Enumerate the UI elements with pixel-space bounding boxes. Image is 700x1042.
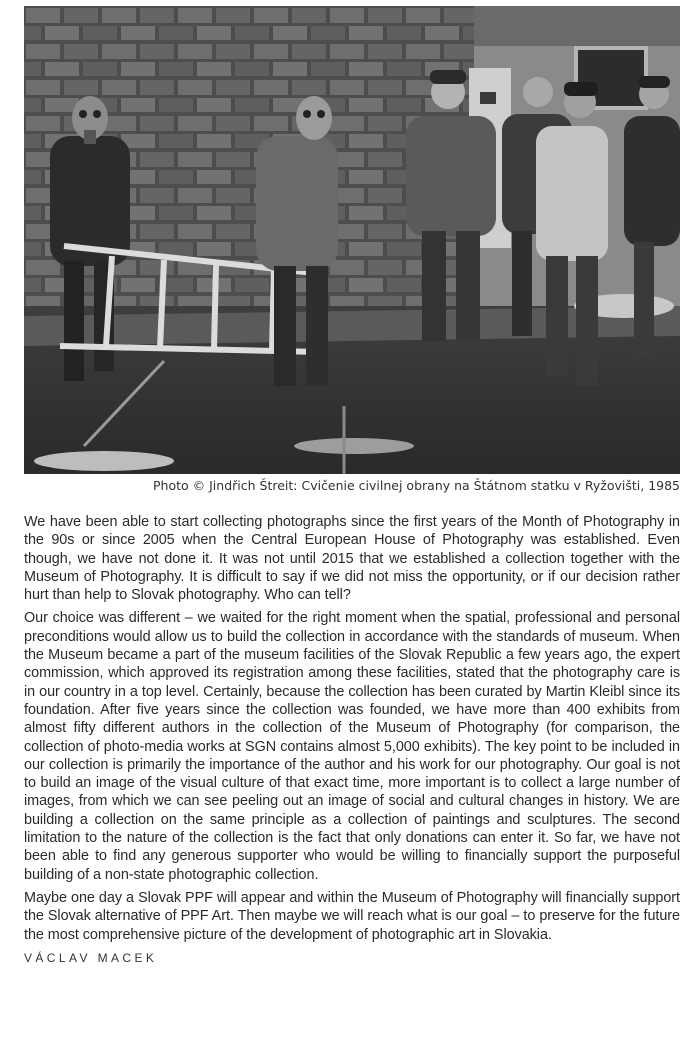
paragraph-2: Our choice was different – we waited for the right moment when the spatial, professional and personal preconditions would allow us to build the collection in accordance with the standards of museum. When the Museum became a part of the museum facilities of the Slovak Republic a few years ago, the expert commission, which approved its registration among these facilities, stated that the photography care is in our country in a top level. Certainly, because the collection has been curated by Martin Kleibl since its foundation. After five years since the collection was founded, we have more than 400 exhibits from almost fifty different authors in the collection of the Museum of Photography (for comparison, the collection of photo-media works at SGN contains almost 5,000 exhibits). The key point to be included in our collection is primarily the importance of the author and his work for our photography. Our goal is not to build an image of the visual culture of that exact time, more important is to collect a large number of images, from which we can see peeling out an image of social and cultural changes in history. We are building a collection on the same principle as a collection of paintings and sculptures. The second limitation to the nature of the collection is the fact that only donations can enter it. So far, we have not been able to find any generous supporter who would be willing to financially support the purposeful building of a non-state photographic collection. — [24, 610, 680, 883]
paragraph-3: Maybe one day a Slovak PPF will appear and within the Museum of Photography will financially support the Slovak alternative of PPF Art. Then maybe we will reach what is our goal – to preserve for the future the most comprehensive picture of the development of photographic art in Slovakia. — [24, 889, 680, 943]
article-body — [24, 513, 680, 944]
photo-caption: Photo © Jindřich Štreit: Cvičenie civilnej obrany na Štátnom statku v Ryžovišti, 1985 — [153, 478, 680, 493]
author-name: VÁCLAV MACEK — [24, 950, 158, 965]
paragraph-1: We have been able to start collecting photographs since the first years of the Month of Photography in the 90s or since 2005 when the Central European House of Photography was established. Even though, we have not done it. It was not until 2015 that we established a collection together with the Museum of Photography. It is difficult to say if we did not miss the opportunity, or if our decision rather hurt than help to Slovak photography. Who can tell? — [24, 514, 680, 604]
black-and-white-photograph — [24, 6, 680, 474]
article-page — [24, 6, 680, 965]
